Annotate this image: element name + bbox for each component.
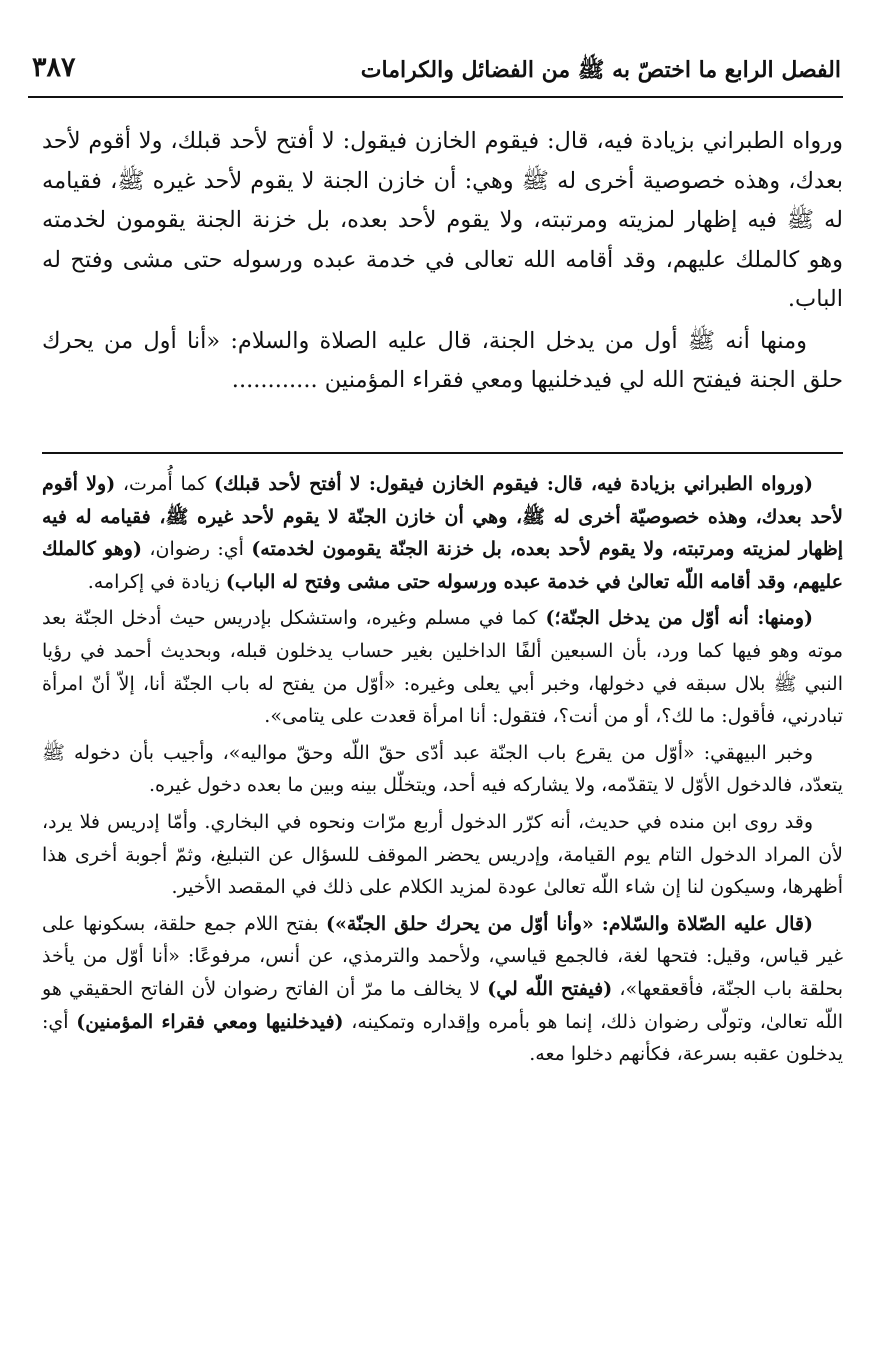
commentary-paragraph <box>42 468 843 598</box>
gloss-text: أي: يدخلون عقبه بسرعة، فكأنهم دخلوا معه. <box>42 1010 843 1066</box>
commentary-paragraph: وقد روى ابن منده في حديث، أنه كرّر الدخول أربع مرّات ونحوه في البخاري. وأمّا إدريس فلا يرد، لأن المراد الدخول التام يوم القيامة، وإدريس يحضر الموقف للسؤال عن التبليغ، وثمّ أجوبة أخرى هذا أظهرها، وسيكون لنا إن شاء اللّه تعالىٰ عودة لمزيد الكلام على ذلك في المقصد الأخير. <box>42 810 843 899</box>
quoted-text: (ورواه الطبراني بزيادة فيه، قال: فيقوم الخازن فيقول: لا أفتح لأحد قبلك) <box>214 473 813 495</box>
running-title: الفصل الرابع ما اختصّ به ﷺ من الفضائل والكرامات <box>360 57 841 83</box>
quoted-text: (فيفتح اللّه لي) <box>487 977 613 1000</box>
gloss-text: زيادة في إكرامه. <box>87 570 226 593</box>
separator-rule <box>42 452 843 454</box>
main-paragraph: ورواه الطبراني بزيادة فيه، قال: فيقوم الخازن فيقول: لا أفتح لأحد قبلك، ولا أقوم لأحد بعدك، وهذه خصوصية أخرى له ﷺ وهي: أن خازن الجنة لا يقوم لأحد غيره ﷺ، فقيامه له ﷺ فيه إظهار لمزيته ومرتبته، ولا يقوم لأحد بعده، بل خزنة الجنة يقومون لخدمته وهو كالملك عليهم، وقد أقامه الله تعالى في خدمة عبده ورسوله حتى مشى وفتح له الباب. <box>42 128 843 312</box>
commentary <box>42 468 843 1071</box>
quoted-text: (ومنها: أنه أوّل من يدخل الجنّة؛) <box>545 607 813 630</box>
quoted-text: (فيدخلنيها ومعي فقراء المؤمنين) <box>76 1010 344 1033</box>
gloss-text: كما في مسلم وغيره، واستشكل بإدريس حيث أدخل الجنّة بعد موته وهو فيها كما ورد، بأن السبعين ألفًا الداخلين بغير حساب يدخلون قبله، وبحديث أحمد في رؤيا النبي ﷺ بلال سبقه في دخولها، وخبر أبي يعلى وغيره: «أوّل من يفتح له باب الجنّة أنا، إلاّ أنّ امرأة تبادرني، فأقول: ما لك؟، أو من أنت؟، فتقول: أنا امرأة قعدت على يتامى». <box>42 607 843 728</box>
gloss-text: أي: رضوان، <box>141 538 252 561</box>
gloss-text: كما أُمرت، <box>115 473 214 495</box>
commentary-paragraph <box>42 908 843 1071</box>
quoted-text: (وهو كالملك عليهم، وقد أقامه اللّه تعالىٰ في خدمة عبده ورسوله حتى مشى وفتح له الباب) <box>42 538 843 593</box>
gloss-text: بفتح اللام جمع حلقة، بسكونها على غير قياس، وقيل: فتحها لغة، فالجمع قياسي، ولأحمد والترمذي، عن أنس، مرفوعًا: «أنا أوّل من يأخذ بحلقة باب الجنّة، فأقعقعها»، <box>42 912 843 1000</box>
page-number: ٣٨٧ <box>32 52 76 83</box>
main-text <box>42 122 843 401</box>
gloss-text: لا يخالف ما مرّ أن الفاتح رضوان لأن الفاتح الحقيقي هو اللّه تعالىٰ، وتولّى رضوان ذلك، إنما هو بأمره وإقداره وتمكينه، <box>42 977 844 1033</box>
main-paragraph: ومنها أنه ﷺ أول من يدخل الجنة، قال عليه الصلاة والسلام: «أنا أول من يحرك حلق الجنة فيفتح الله لي فيدخلنيها ومعي فقراء المؤمنين ............ <box>42 327 843 393</box>
commentary-paragraph <box>42 602 843 732</box>
quoted-text: (قال عليه الصّلاة والسّلام: «وأنا أوّل من يحرك حلق الجنّة») <box>326 912 813 935</box>
commentary-paragraph: وخبر البيهقي: «أوّل من يقرع باب الجنّة عبد أدّى حقّ اللّه وحقّ مواليه»، وأجيب بأن دخوله ﷺ يتعدّد، فالدخول الأوّل لا يتقدّمه، ولا يشاركه فيه أحد، ويتخلّل بينه وبين ما بعده دخول غيره. <box>42 741 843 797</box>
page-header <box>28 46 843 98</box>
quoted-text: (ولا أقوم لأحد بعدك، وهذه خصوصيّة أخرى له ﷺ، وهي أن خازن الجنّة لا يقوم لأحد غيره ﷺ، فقيامه له فيه إظهار لمزيته ومرتبته، ولا يقوم لأحد بعده، بل خزنة الجنّة يقومون لخدمته) <box>42 473 843 561</box>
